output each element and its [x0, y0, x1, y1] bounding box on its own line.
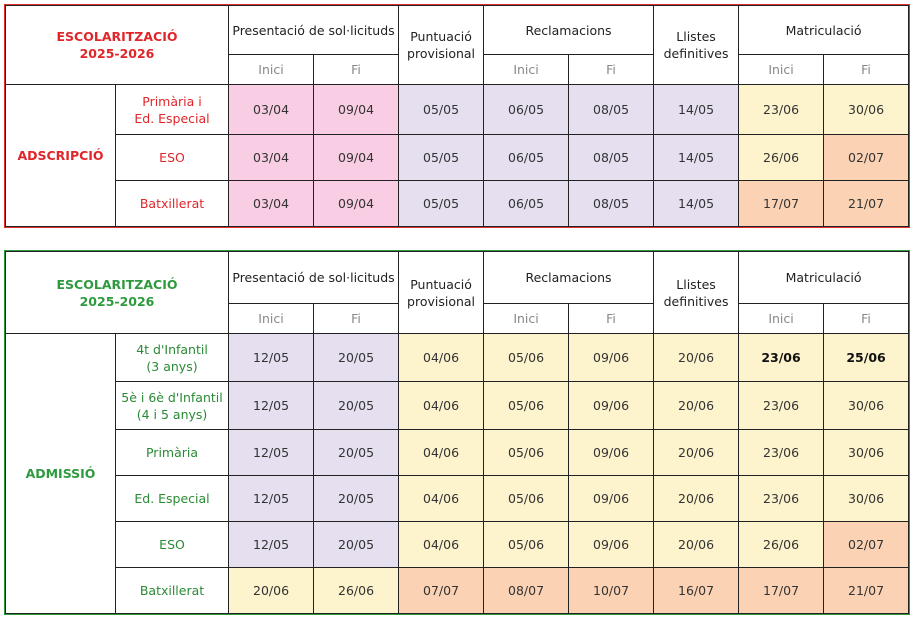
date-cell: 20/06 [654, 334, 739, 382]
header-puntuacio: Puntuació provisional [399, 252, 484, 334]
level-label: ESO [116, 522, 229, 568]
date-cell: 12/05 [229, 334, 314, 382]
subheader-inici: Inici [484, 55, 569, 85]
level-label: 4t d'Infantil (3 anys) [116, 334, 229, 382]
subheader-fi: Fi [569, 304, 654, 334]
group-label: ADSCRIPCIÓ [6, 85, 116, 227]
date-cell: 03/04 [229, 181, 314, 227]
date-cell: 05/06 [484, 522, 569, 568]
group-label: ADMISSIÓ [6, 334, 116, 614]
level-label: ESO [116, 135, 229, 181]
date-cell: 30/06 [824, 430, 909, 476]
date-cell: 23/06 [739, 382, 824, 430]
date-cell: 23/06 [739, 334, 824, 382]
table-row [6, 522, 909, 568]
date-cell: 21/07 [824, 181, 909, 227]
date-cell: 09/06 [569, 430, 654, 476]
header-reclamacions: Reclamacions [484, 6, 654, 55]
date-cell: 03/04 [229, 85, 314, 135]
date-cell: 06/05 [484, 85, 569, 135]
date-cell: 30/06 [824, 476, 909, 522]
header-llistes: Llistes definitives [654, 6, 739, 85]
date-cell: 03/04 [229, 135, 314, 181]
header-presentacio: Presentació de sol·licituds [229, 252, 399, 304]
date-cell: 08/05 [569, 181, 654, 227]
date-cell: 26/06 [314, 568, 399, 614]
header-matriculacio: Matriculació [739, 252, 909, 304]
subheader-inici: Inici [739, 304, 824, 334]
level-label: Primària i Ed. Especial [116, 85, 229, 135]
date-cell: 07/07 [399, 568, 484, 614]
date-cell: 21/07 [824, 568, 909, 614]
header-reclamacions: Reclamacions [484, 252, 654, 304]
date-cell: 10/07 [569, 568, 654, 614]
adscripcio-table [5, 5, 909, 227]
date-cell: 06/05 [484, 181, 569, 227]
date-cell: 12/05 [229, 430, 314, 476]
subheader-fi: Fi [569, 55, 654, 85]
date-cell: 05/05 [399, 85, 484, 135]
date-cell: 05/06 [484, 476, 569, 522]
date-cell: 17/07 [739, 181, 824, 227]
date-cell: 20/06 [654, 382, 739, 430]
table-row [6, 135, 909, 181]
date-cell: 23/06 [739, 430, 824, 476]
level-label: Batxillerat [116, 181, 229, 227]
date-cell: 14/05 [654, 85, 739, 135]
date-cell: 09/06 [569, 522, 654, 568]
date-cell: 30/06 [824, 85, 909, 135]
subheader-fi: Fi [824, 55, 909, 85]
date-cell: 23/06 [739, 85, 824, 135]
date-cell: 17/07 [739, 568, 824, 614]
date-cell: 20/06 [654, 430, 739, 476]
date-cell: 08/05 [569, 85, 654, 135]
date-cell: 12/05 [229, 476, 314, 522]
header-llistes: Llistes definitives [654, 252, 739, 334]
date-cell: 05/06 [484, 334, 569, 382]
date-cell: 26/06 [739, 135, 824, 181]
date-cell: 20/05 [314, 430, 399, 476]
date-cell: 09/04 [314, 181, 399, 227]
date-cell: 09/06 [569, 334, 654, 382]
date-cell: 20/05 [314, 476, 399, 522]
table-row [6, 334, 909, 382]
date-cell: 16/07 [654, 568, 739, 614]
date-cell: 20/06 [229, 568, 314, 614]
date-cell: 23/06 [739, 476, 824, 522]
subheader-inici: Inici [739, 55, 824, 85]
date-cell: 04/06 [399, 522, 484, 568]
subheader-inici: Inici [229, 304, 314, 334]
table-row [6, 85, 909, 135]
subheader-fi: Fi [314, 55, 399, 85]
date-cell: 08/05 [569, 135, 654, 181]
header-presentacio: Presentació de sol·licituds [229, 6, 399, 55]
date-cell: 20/06 [654, 476, 739, 522]
level-label: Batxillerat [116, 568, 229, 614]
subheader-inici: Inici [229, 55, 314, 85]
date-cell: 12/05 [229, 382, 314, 430]
table-title: ESCOLARITZACIÓ 2025-2026 [6, 6, 229, 85]
date-cell: 25/06 [824, 334, 909, 382]
date-cell: 09/06 [569, 476, 654, 522]
date-cell: 09/06 [569, 382, 654, 430]
date-cell: 20/05 [314, 382, 399, 430]
date-cell: 04/06 [399, 476, 484, 522]
date-cell: 05/06 [484, 430, 569, 476]
date-cell: 05/05 [399, 181, 484, 227]
table-row [6, 568, 909, 614]
date-cell: 04/06 [399, 382, 484, 430]
table-row [6, 181, 909, 227]
level-label: Primària [116, 430, 229, 476]
date-cell: 14/05 [654, 135, 739, 181]
date-cell: 04/06 [399, 430, 484, 476]
date-cell: 08/07 [484, 568, 569, 614]
date-cell: 30/06 [824, 382, 909, 430]
date-cell: 20/05 [314, 522, 399, 568]
date-cell: 02/07 [824, 135, 909, 181]
admissio-table [5, 251, 909, 614]
level-label: 5è i 6è d'Infantil (4 i 5 anys) [116, 382, 229, 430]
subheader-inici: Inici [484, 304, 569, 334]
date-cell: 20/05 [314, 334, 399, 382]
date-cell: 06/05 [484, 135, 569, 181]
date-cell: 09/04 [314, 85, 399, 135]
date-cell: 20/06 [654, 522, 739, 568]
date-cell: 09/04 [314, 135, 399, 181]
subheader-fi: Fi [314, 304, 399, 334]
header-matriculacio: Matriculació [739, 6, 909, 55]
level-label: Ed. Especial [116, 476, 229, 522]
date-cell: 05/05 [399, 135, 484, 181]
table-title: ESCOLARITZACIÓ 2025-2026 [6, 252, 229, 334]
table-row [6, 430, 909, 476]
header-puntuacio: Puntuació provisional [399, 6, 484, 85]
date-cell: 04/06 [399, 334, 484, 382]
date-cell: 26/06 [739, 522, 824, 568]
date-cell: 12/05 [229, 522, 314, 568]
table-row [6, 382, 909, 430]
date-cell: 05/06 [484, 382, 569, 430]
date-cell: 02/07 [824, 522, 909, 568]
table-row [6, 476, 909, 522]
subheader-fi: Fi [824, 304, 909, 334]
date-cell: 14/05 [654, 181, 739, 227]
